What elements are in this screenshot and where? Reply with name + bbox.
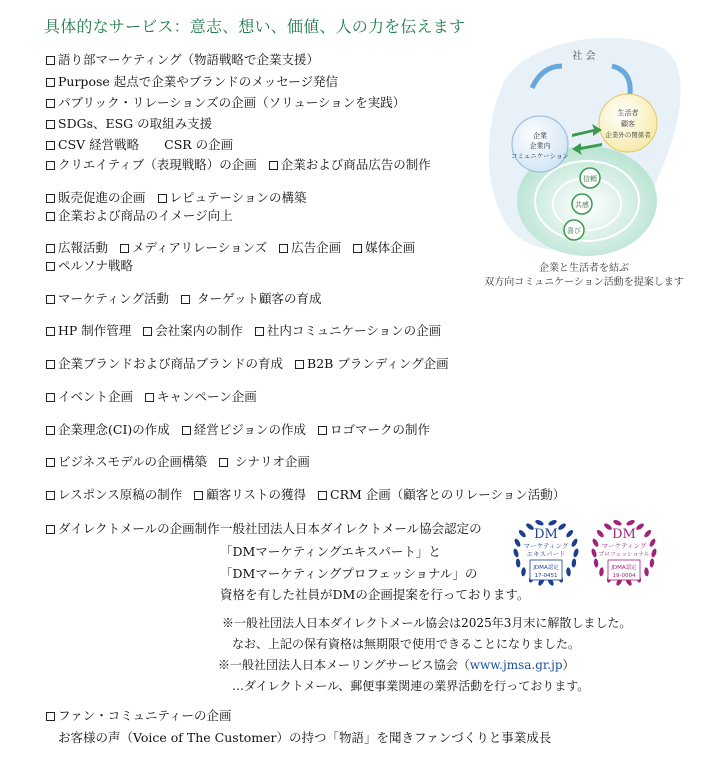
checkbox-icon (46, 194, 55, 203)
service-label: 企業理念(CI)の作成 (58, 422, 170, 437)
service-entry (46, 708, 232, 723)
checkbox-icon (46, 141, 55, 150)
svg-text:マーケティング: マーケティング (601, 542, 647, 550)
service-entry (269, 157, 431, 172)
dm-line: 資格を有した社員がDMの企画提案を行っております。 (220, 587, 530, 602)
checkbox-icon (318, 426, 327, 435)
dm-professional-badge (588, 514, 660, 586)
service-label: ダイレクトメールの企画制作 (58, 521, 220, 536)
value-joy: 喜び (567, 227, 581, 235)
laurel-leaf-icon (515, 558, 520, 567)
service-label: パブリック・リレーションズの企画（ソリューションを実践） (58, 95, 406, 110)
service-item (46, 157, 443, 173)
service-item (46, 323, 453, 339)
service-label: HP 制作管理 (58, 323, 132, 338)
laurel-leaf-icon (596, 529, 605, 539)
laurel-leaf-icon (649, 558, 654, 567)
service-entry (46, 157, 257, 172)
service-item (46, 137, 245, 153)
checkbox-icon (145, 393, 154, 402)
service-label: 企業ブランドおよび商品ブランドの育成 (58, 356, 284, 371)
service-item (46, 95, 417, 111)
service-entry (46, 190, 146, 205)
service-entry (181, 291, 321, 306)
service-item (46, 422, 442, 438)
service-item (46, 487, 577, 503)
society-label: 社 会 (572, 51, 596, 62)
service-entry (46, 74, 338, 89)
note-dissolution: ※一般社団法人日本ダイレクトメール協会は2025年3月末に解散しました。 (222, 616, 632, 630)
service-item (46, 190, 319, 206)
svg-text:19-0004: 19-0004 (612, 573, 636, 579)
diagram-caption-2: 双方向コミュニケーション活動を提案します (484, 277, 684, 288)
checkbox-icon (46, 56, 55, 65)
laurel-leaf-icon (648, 538, 656, 548)
laurel-leaf-icon (599, 567, 604, 576)
service-entry (46, 116, 212, 131)
service-entry (46, 422, 170, 437)
laurel-leaf-icon (591, 538, 599, 548)
service-label: 広告企画 (291, 240, 342, 255)
svg-text:企業: 企業 (533, 132, 547, 140)
service-entry (143, 323, 243, 338)
checkbox-icon (219, 458, 228, 467)
laurel-leaf-icon (635, 522, 645, 531)
dm-line: 「DMマーケティングエキスパート」と (220, 544, 441, 559)
service-label: 顧客リストの獲得 (206, 487, 307, 502)
laurel-leaf-icon (591, 548, 598, 558)
checkbox-icon (158, 194, 167, 203)
service-entry (318, 422, 430, 437)
service-entry (46, 95, 405, 110)
service-item (46, 52, 331, 68)
laurel-leaf-icon (593, 558, 598, 567)
laurel-leaf-icon (534, 519, 544, 527)
laurel-leaf-icon (612, 519, 622, 527)
note-qualification: なお、上記の保有資格は無期限で使用できることになりました。 (232, 637, 581, 651)
checkbox-icon (120, 244, 129, 253)
svg-text:DM: DM (612, 527, 636, 542)
checkbox-icon (353, 244, 362, 253)
service-entry (158, 190, 307, 205)
checkbox-icon (46, 712, 55, 721)
laurel-leaf-icon (571, 558, 576, 567)
value-trust: 信頼 (583, 175, 597, 183)
service-item (46, 240, 427, 256)
checkbox-icon (46, 120, 55, 129)
service-entry (255, 323, 441, 338)
service-entry (182, 422, 306, 437)
service-item (46, 116, 224, 132)
laurel-leaf-icon (573, 548, 580, 558)
checkbox-icon (46, 212, 55, 221)
checkbox-icon (46, 99, 55, 108)
checkbox-icon (46, 244, 55, 253)
service-entry (295, 356, 449, 371)
service-label: クリエイティブ（表現戦略）の企画 (58, 157, 257, 172)
service-label: CRM 企画（顧客とのリレーション活動） (330, 487, 566, 502)
svg-text:DM: DM (534, 527, 558, 542)
service-label: ロゴマークの制作 (330, 422, 431, 437)
service-entry (318, 487, 565, 502)
checkbox-icon (46, 78, 55, 87)
laurel-leaf-icon (565, 529, 574, 539)
checkbox-icon (182, 426, 191, 435)
laurel-leaf-icon (626, 519, 636, 527)
service-label: マーケティング活動 (58, 291, 170, 306)
svg-text:企業外の関係者: 企業外の関係者 (605, 131, 651, 139)
communication-diagram (462, 26, 712, 296)
laurel-leaf-icon (513, 548, 520, 558)
checkbox-icon (46, 525, 55, 534)
laurel-leaf-icon (651, 548, 658, 558)
service-label: 会社案内の制作 (155, 323, 243, 338)
service-entry (46, 52, 319, 67)
service-item (46, 389, 269, 405)
service-item (46, 521, 232, 537)
note-jmsa-activity: …ダイレクトメール、郵便事業関連の業界活動を行っております。 (232, 679, 590, 693)
service-entry (46, 323, 131, 338)
svg-text:マーケティング: マーケティング (523, 542, 569, 550)
service-label: ペルソナ戦略 (58, 258, 134, 273)
value-empathy: 共感 (575, 201, 589, 209)
service-label: 語り部マーケティング（物語戦略で企業支援） (58, 52, 320, 67)
svg-text:企業内: 企業内 (529, 142, 551, 150)
service-label: イベント企画 (58, 389, 134, 404)
checkbox-icon (46, 295, 55, 304)
service-entry (46, 258, 133, 273)
laurel-leaf-icon (570, 538, 578, 548)
service-label: シナリオ企画 (231, 454, 310, 469)
service-entry (46, 487, 182, 502)
checkbox-icon (318, 491, 327, 500)
svg-text:17-0451: 17-0451 (534, 573, 558, 579)
diagram-caption-1: 企業と生活者を結ぶ (539, 263, 629, 274)
svg-text:生活者: 生活者 (617, 109, 639, 117)
service-entry (46, 521, 220, 536)
service-label: レスポンス原稿の制作 (58, 487, 183, 502)
svg-text:JDMA認定: JDMA認定 (533, 565, 559, 571)
note-jmsa: ※一般社団法人日本メーリングサービス協会（www.jmsa.gr.jp） (218, 658, 575, 672)
footer-text: お客様の声（Voice of The Customer）の持つ「物語」を聞きファンづくりと事業成長 (58, 730, 552, 745)
service-label: CSV 経営戦略 CSR の企画 (58, 137, 234, 152)
checkbox-icon (46, 360, 55, 369)
service-entry (279, 240, 341, 255)
service-entry (353, 240, 415, 255)
service-label: 企業および商品のイメージ向上 (58, 208, 233, 223)
service-entry (46, 291, 169, 306)
page-title: 具体的なサービス：意志、想い、価値、人の力を伝えます (44, 17, 466, 36)
service-entry (145, 389, 257, 404)
service-item (46, 708, 244, 724)
service-entry (46, 356, 283, 371)
checkbox-icon (194, 491, 203, 500)
laurel-leaf-icon (548, 519, 558, 527)
service-label: 媒体企画 (365, 240, 416, 255)
service-item (46, 258, 145, 274)
checkbox-icon (269, 161, 278, 170)
laurel-leaf-icon (521, 567, 526, 576)
checkbox-icon (46, 426, 55, 435)
service-label: Purpose 起点で企業やブランドのメッセージ発信 (58, 74, 339, 89)
checkbox-icon (279, 244, 288, 253)
jmsa-link[interactable]: www.jmsa.gr.jp (469, 658, 563, 672)
service-entry (46, 389, 133, 404)
checkbox-icon (46, 327, 55, 336)
laurel-leaf-icon (513, 538, 521, 548)
service-label: ターゲット顧客の育成 (193, 291, 322, 306)
service-label: メディアリレーションズ (132, 240, 268, 255)
service-entry (46, 454, 207, 469)
service-item (46, 208, 245, 224)
checkbox-icon (46, 458, 55, 467)
svg-text:プロフェッショナル: プロフェッショナル (598, 552, 650, 558)
dm-line: 「DMマーケティングプロフェッショナル」の (220, 566, 478, 581)
service-label: 販売促進の企画 (58, 190, 146, 205)
service-item (46, 291, 334, 307)
service-label: 経営ビジョンの作成 (193, 422, 307, 437)
svg-text:顧客: 顧客 (621, 120, 635, 128)
laurel-leaf-icon (518, 529, 527, 539)
dm-line: 一般社団法人日本ダイレクトメール協会認定の (220, 521, 482, 536)
service-item (46, 356, 461, 372)
checkbox-icon (46, 393, 55, 402)
service-entry (46, 137, 233, 152)
service-item (46, 74, 350, 90)
checkbox-icon (143, 327, 152, 336)
service-entry (194, 487, 306, 502)
service-label: SDGs、ESG の取組み支援 (58, 116, 213, 131)
service-entry (219, 454, 310, 469)
checkbox-icon (46, 161, 55, 170)
checkbox-icon (255, 327, 264, 336)
laurel-leaf-icon (644, 567, 649, 576)
service-entry (46, 208, 233, 223)
service-label: 広報活動 (58, 240, 109, 255)
svg-text:コミュニケーション: コミュニケーション (510, 152, 570, 160)
service-entry (46, 240, 108, 255)
dm-expert-badge (510, 514, 582, 586)
laurel-leaf-icon (566, 567, 571, 576)
service-label: 企業および商品広告の制作 (280, 157, 431, 172)
checkbox-icon (46, 262, 55, 271)
checkbox-icon (295, 360, 304, 369)
laurel-leaf-icon (557, 522, 567, 531)
service-item (46, 454, 322, 470)
laurel-leaf-icon (643, 529, 652, 539)
service-label: ビジネスモデルの企画構築 (58, 454, 208, 469)
service-label: ファン・コミュニティーの企画 (58, 708, 232, 723)
service-label: レピュテーションの構築 (169, 190, 307, 205)
service-label: キャンペーン企画 (157, 389, 257, 404)
checkbox-icon (181, 295, 190, 304)
svg-text:JDMA認定: JDMA認定 (611, 565, 637, 571)
service-label: B2B ブランディング企画 (307, 356, 449, 371)
service-label: 社内コミュニケーションの企画 (266, 323, 442, 338)
svg-text:エキスパート: エキスパート (526, 550, 566, 558)
service-entry (120, 240, 267, 255)
checkbox-icon (46, 491, 55, 500)
